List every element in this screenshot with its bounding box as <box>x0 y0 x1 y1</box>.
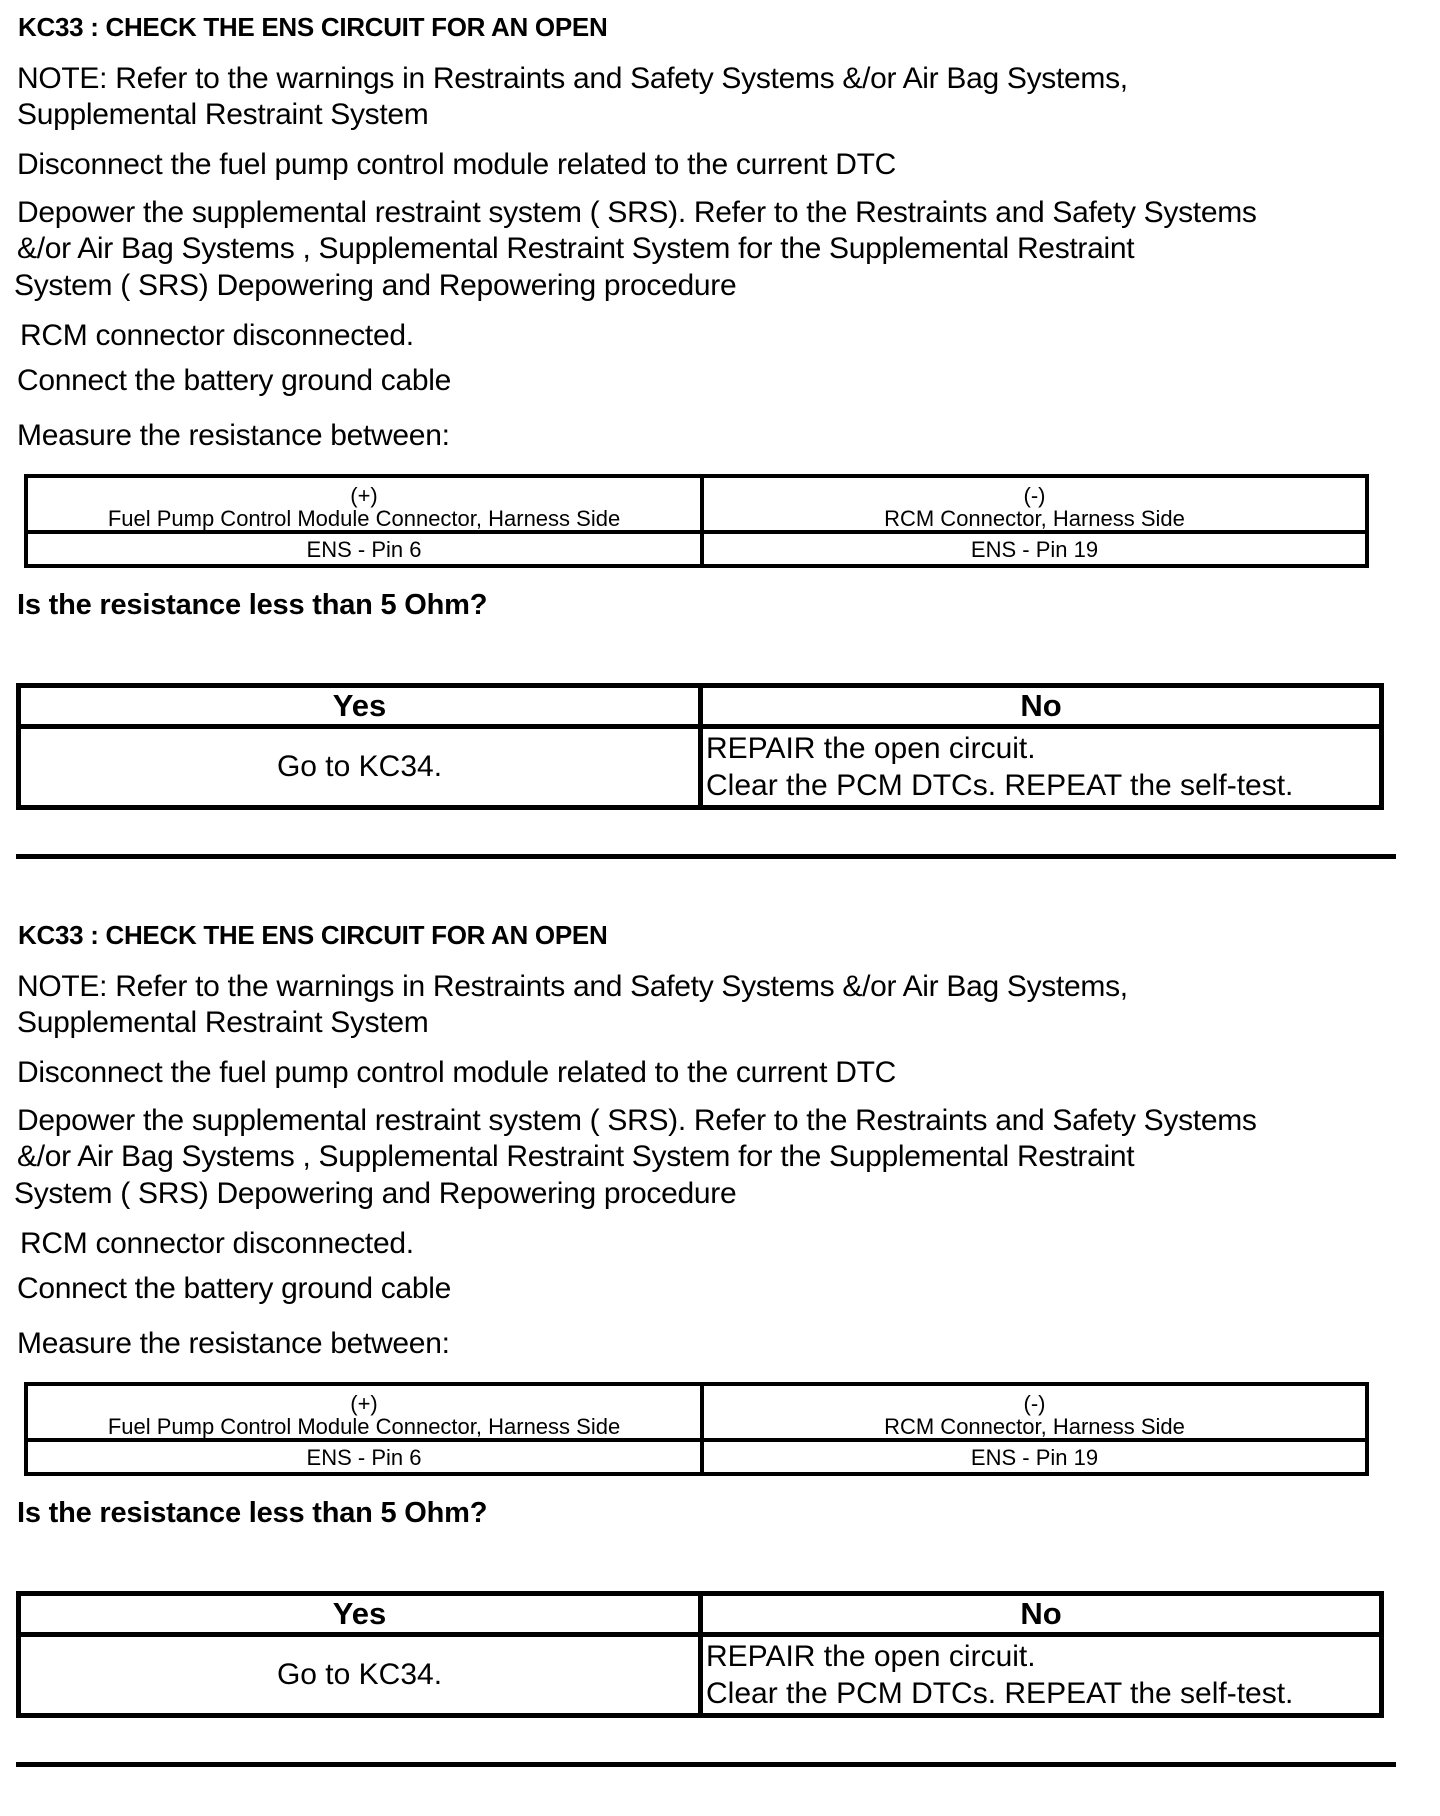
depower-line-2: &/or Air Bag Systems , Supplemental Restraint System for the Supplemental Restraint <box>17 1140 1135 1173</box>
no-action-line-2: Clear the PCM DTCs. REPEAT the self-test. <box>706 769 1294 802</box>
decision-table <box>16 1591 1384 1718</box>
step-disconnect: Disconnect the fuel pump control module related to the current DTC <box>17 148 896 181</box>
positive-pin: ENS - Pin 6 <box>26 1440 702 1474</box>
question: Is the resistance less than 5 Ohm? <box>17 1497 488 1529</box>
note-line-2: Supplemental Restraint System <box>17 1006 429 1039</box>
positive-polarity: (+) <box>350 483 378 508</box>
negative-pin: ENS - Pin 19 <box>702 1440 1367 1474</box>
positive-pin: ENS - Pin 6 <box>26 532 702 566</box>
no-action <box>701 727 1382 808</box>
negative-connector: RCM Connector, Harness Side <box>884 506 1185 531</box>
step-connect: Connect the battery ground cable <box>17 1272 452 1305</box>
step-measure: Measure the resistance between: <box>17 1327 450 1360</box>
positive-probe-header <box>26 1384 702 1440</box>
no-header: No <box>701 1594 1382 1635</box>
measurement-table <box>24 1382 1369 1476</box>
no-action <box>701 1635 1382 1716</box>
no-header: No <box>701 686 1382 727</box>
yes-header: Yes <box>19 686 701 727</box>
yes-action: Go to KC34. <box>19 1635 701 1716</box>
decision-table <box>16 683 1384 810</box>
step-title: KC33 : CHECK THE ENS CIRCUIT FOR AN OPEN <box>18 12 608 42</box>
step-connect: Connect the battery ground cable <box>17 364 452 397</box>
negative-connector: RCM Connector, Harness Side <box>884 1414 1185 1439</box>
step-rcm: RCM connector disconnected. <box>20 319 414 352</box>
negative-pin: ENS - Pin 19 <box>702 532 1367 566</box>
step-title: KC33 : CHECK THE ENS CIRCUIT FOR AN OPEN <box>18 920 608 950</box>
section-divider <box>16 854 1396 859</box>
positive-probe-header <box>26 476 702 532</box>
yes-header: Yes <box>19 1594 701 1635</box>
no-action-line-2: Clear the PCM DTCs. REPEAT the self-test. <box>706 1677 1294 1710</box>
negative-probe-header <box>702 1384 1367 1440</box>
depower-line-1: Depower the supplemental restraint system ( SRS). Refer to the Restraints and Safety Systems <box>17 1104 1257 1137</box>
negative-polarity: (-) <box>1023 483 1046 508</box>
depower-line-3: System ( SRS) Depowering and Repowering procedure <box>14 269 737 302</box>
negative-polarity: (-) <box>1023 1391 1046 1416</box>
yes-action: Go to KC34. <box>19 727 701 808</box>
note-line-2: Supplemental Restraint System <box>17 98 429 131</box>
depower-line-3: System ( SRS) Depowering and Repowering procedure <box>14 1177 737 1210</box>
negative-probe-header <box>702 476 1367 532</box>
step-rcm: RCM connector disconnected. <box>20 1227 414 1260</box>
depower-line-1: Depower the supplemental restraint system ( SRS). Refer to the Restraints and Safety Systems <box>17 196 1257 229</box>
section-divider <box>16 1762 1396 1767</box>
positive-connector: Fuel Pump Control Module Connector, Harness Side <box>107 1414 621 1439</box>
note-line-1: NOTE: Refer to the warnings in Restraints and Safety Systems &/or Air Bag Systems, <box>17 62 1128 95</box>
no-action-line-1: REPAIR the open circuit. <box>706 732 1036 765</box>
positive-polarity: (+) <box>350 1391 378 1416</box>
no-action-line-1: REPAIR the open circuit. <box>706 1640 1036 1673</box>
step-disconnect: Disconnect the fuel pump control module related to the current DTC <box>17 1056 896 1089</box>
test-step-section <box>0 908 1440 1816</box>
measurement-table <box>24 474 1369 568</box>
step-measure: Measure the resistance between: <box>17 419 450 452</box>
question: Is the resistance less than 5 Ohm? <box>17 589 488 621</box>
positive-connector: Fuel Pump Control Module Connector, Harness Side <box>107 506 621 531</box>
note-line-1: NOTE: Refer to the warnings in Restraints and Safety Systems &/or Air Bag Systems, <box>17 970 1128 1003</box>
depower-line-2: &/or Air Bag Systems , Supplemental Restraint System for the Supplemental Restraint <box>17 232 1135 265</box>
